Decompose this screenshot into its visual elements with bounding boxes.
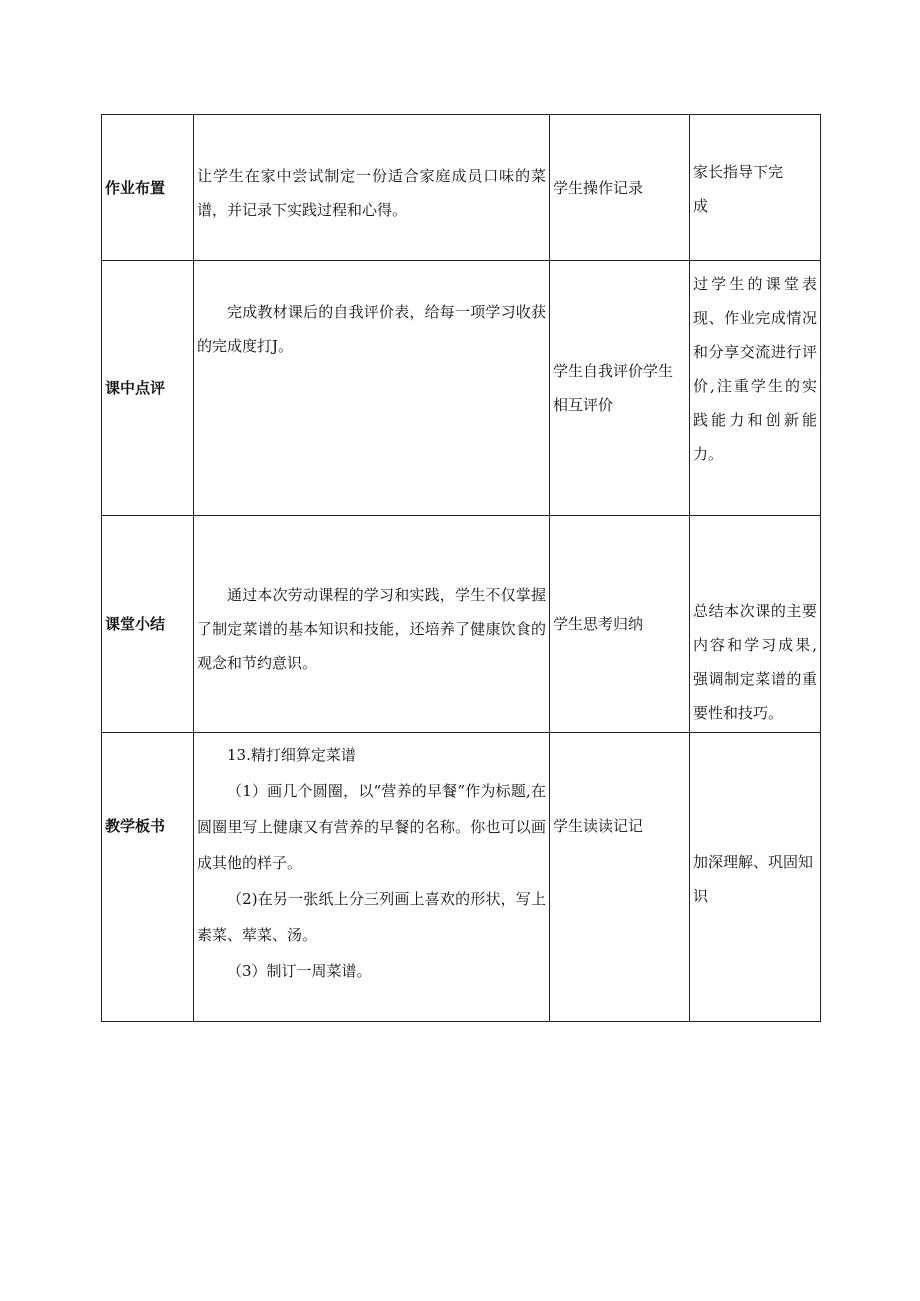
row-label: 课堂小结	[102, 516, 194, 733]
table-row	[102, 115, 821, 261]
content-cell	[194, 516, 550, 733]
content-text: 完成教材课后的自我评价表，给每一项学习收获的完成度打J。	[197, 303, 546, 355]
lesson-plan-table	[101, 114, 821, 1022]
intent-text: 过学生的课堂表现、作业完成情况和分享交流进行评价,注重学生的实践能力和创新能力。	[693, 275, 817, 463]
content-cell	[194, 733, 550, 1022]
intent-text: 加深理解、巩固知识	[693, 853, 814, 905]
row-label: 教学板书	[102, 733, 194, 1022]
content-text: 通过本次劳动课程的学习和实践，学生不仅掌握了制定菜谱的基本知识和技能，还培养了健康饮食的观念和节约意识。	[197, 586, 546, 672]
content-text: 让学生在家中尝试制定一份适合家庭成员口味的菜谱，并记录下实践过程和心得。	[197, 167, 546, 219]
intent-line: 成	[693, 197, 709, 215]
intent-cell	[690, 261, 821, 516]
intent-line: 家长指导下完	[693, 163, 784, 181]
activity-cell: 学生思考归纳	[550, 516, 690, 733]
activity-cell: 学生自我评价学生相互评价	[550, 261, 690, 516]
content-cell	[194, 261, 550, 516]
intent-text: 总结本次课的主要内容和学习成果,强调制定菜谱的重要性和技巧。	[693, 602, 817, 722]
board-item-3: （3）制订一周菜谱。	[227, 962, 372, 980]
activity-cell: 学生操作记录	[550, 115, 690, 261]
intent-cell	[690, 733, 821, 1022]
row-label: 作业布置	[102, 115, 194, 261]
board-title: 13.精打细算定菜谱	[227, 746, 356, 764]
activity-cell: 学生读读记记	[550, 733, 690, 1022]
content-cell	[194, 115, 550, 261]
board-item-2: （2)在另一张纸上分三列画上喜欢的形状，写上素菜、荤菜、汤。	[197, 890, 546, 944]
table-row	[102, 261, 821, 516]
intent-cell	[690, 516, 821, 733]
table-row	[102, 516, 821, 733]
row-label: 课中点评	[102, 261, 194, 516]
intent-cell	[690, 115, 821, 261]
table-row	[102, 733, 821, 1022]
board-item-1: （1）画几个圆圈，以“营养的早餐”作为标题,在圆圈里写上健康又有营养的早餐的名称。你也可以画成其他的样子。	[197, 782, 546, 872]
